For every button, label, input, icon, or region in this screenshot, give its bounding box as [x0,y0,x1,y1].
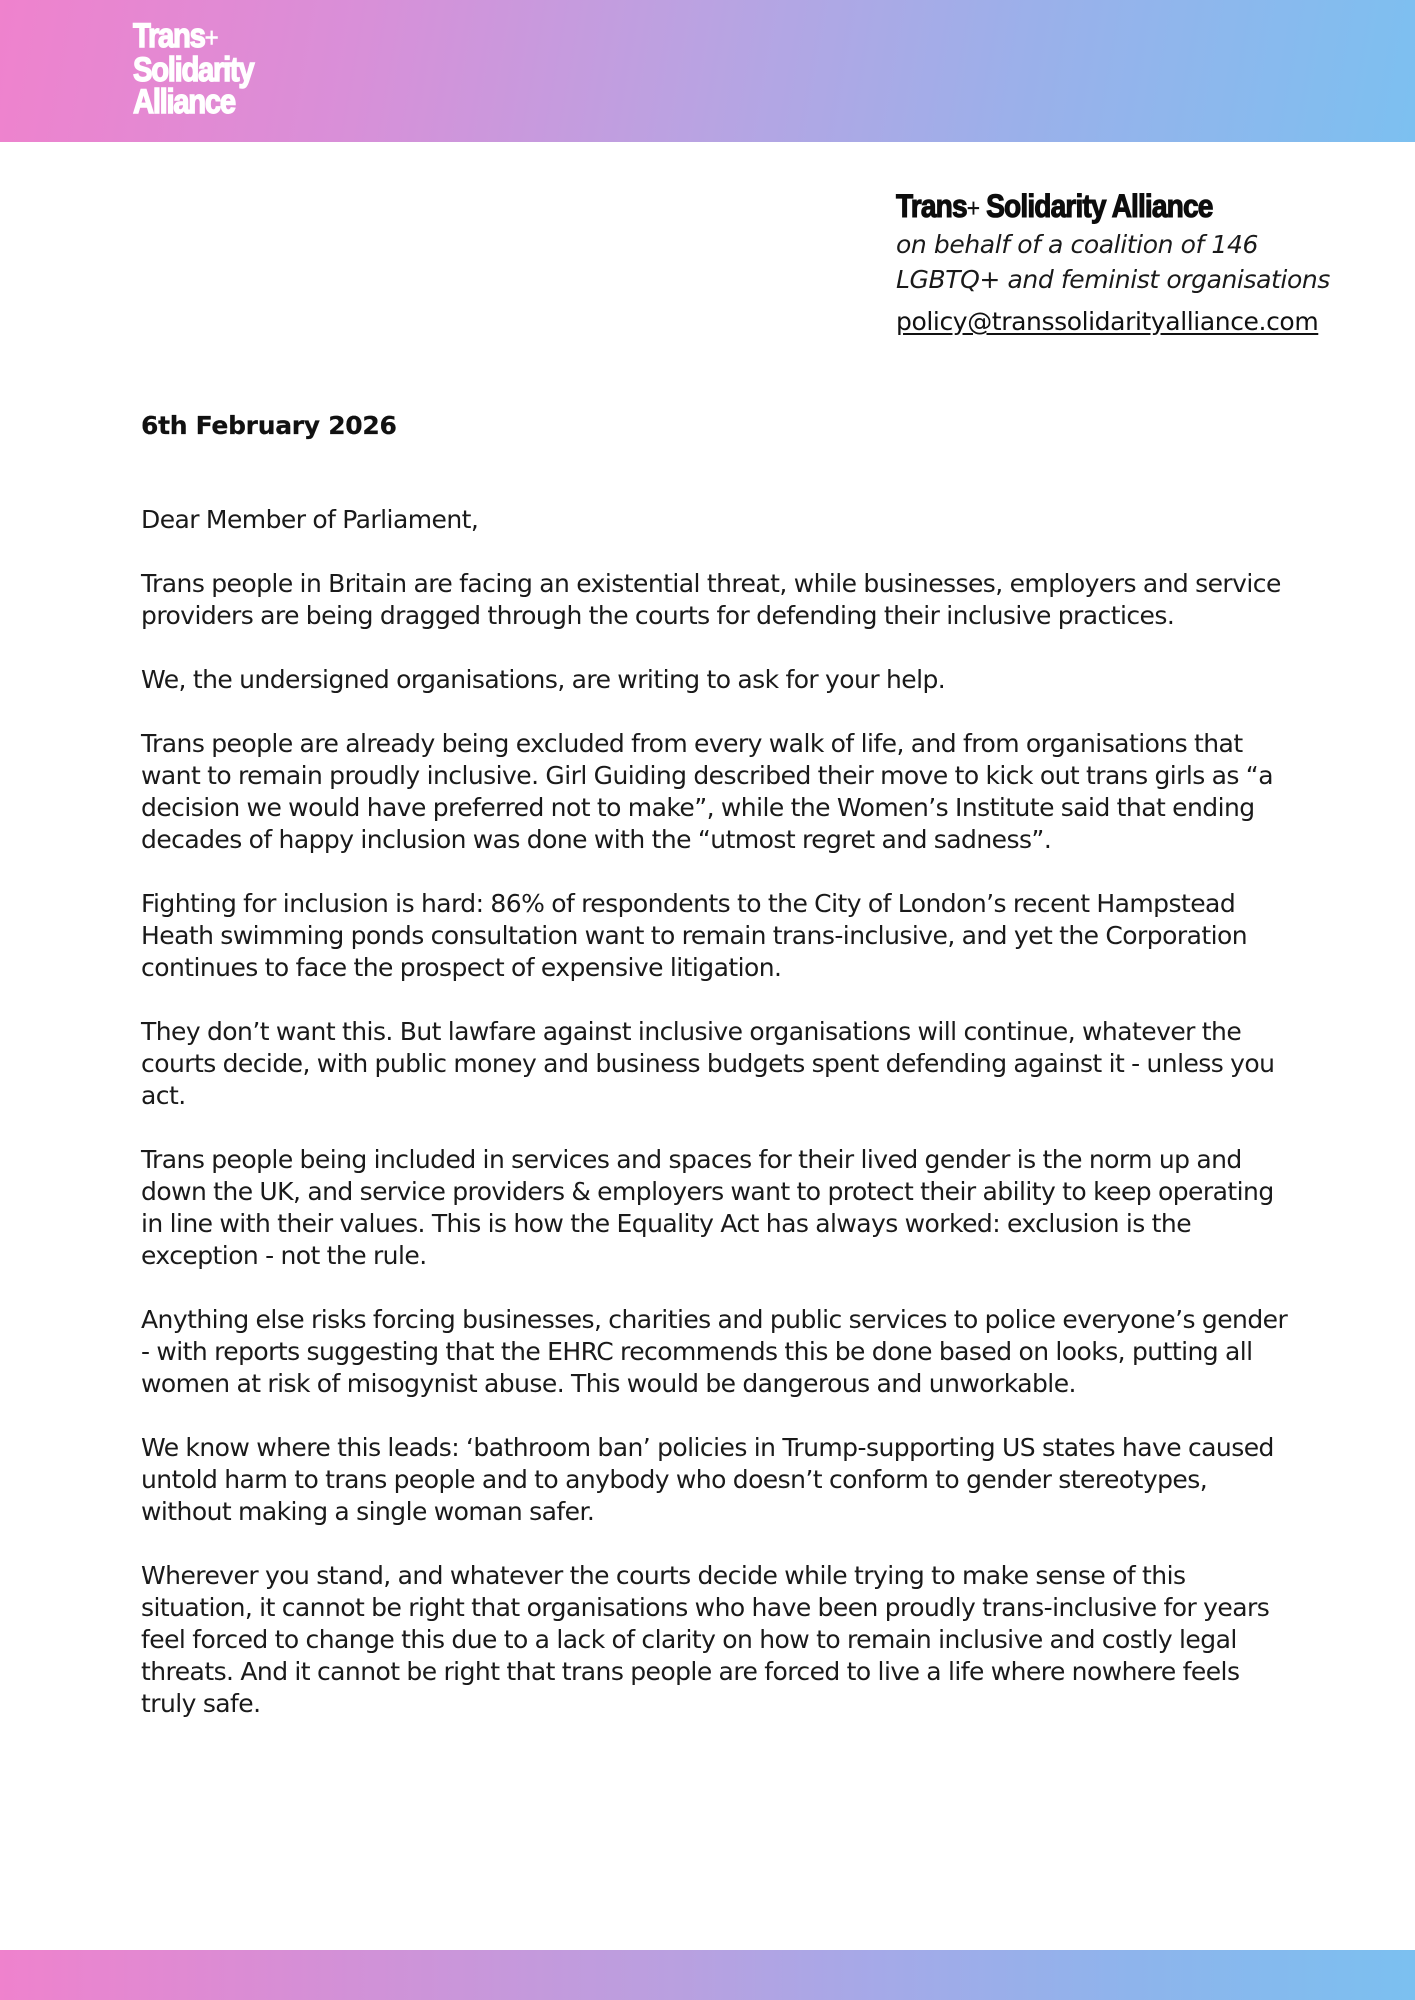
footer-gradient-band [0,1950,1415,2000]
sender-description-line-2: LGBTQ+ and feminist organisations [896,265,1330,294]
paragraph-5: They don’t want this. But lawfare against inclusive organisations will continue, whatever the courts decide, with public money and business budgets spent defending against it - unless you act. [141,1017,1275,1110]
letter-body [141,410,1291,1752]
letter-salutation: Dear Member of Parliament, [141,505,479,534]
paragraph-2: We, the undersigned organisations, are writing to ask for your help. [141,665,946,694]
paragraph-4: Fighting for inclusion is hard: 86% of respondents to the City of London’s recent Hampstead Heath swimming ponds consultation want to remain trans-inclusive, and yet the Corporation continues to face the prospect of expensive litigation. [141,889,1248,982]
paragraph-6: Trans people being included in services and spaces for their lived gender is the norm up and down the UK, and service providers & employers want to protect their ability to keep operating in line with their values. This is how the Equality Act has always worked: exclusion is the exception - not the rule. [141,1145,1274,1270]
paragraph-8: We know where this leads: ‘bathroom ban’ policies in Trump-supporting US states have caused untold harm to trans people and to anybody who doesn’t conform to gender stereotypes, without making a single woman safer. [141,1433,1274,1526]
paragraph-9: Wherever you stand, and whatever the courts decide while trying to make sense of this situation, it cannot be right that organisations who have been proudly trans-inclusive for years feel forced to change this due to a lack of clarity on how to remain inclusive and costly legal threats. And it cannot be right that trans people are forced to live a life where nowhere feels truly safe. [141,1561,1270,1718]
logo-line-3: Alliance [133,83,235,121]
paragraph-7: Anything else risks forcing businesses, charities and public services to police everyone’s gender - with reports suggesting that the EHRC recommends this be done based on looks, putting all women at risk of misogynist abuse. This would be dangerous and unworkable. [141,1305,1288,1398]
logo-plus-glyph: + [204,22,218,53]
sender-description-line-1: on behalf of a coalition of 146 [896,230,1258,259]
letter-date: 6th February 2026 [141,411,397,440]
header-gradient-band [0,0,1415,142]
paragraph-3: Trans people are already being excluded from every walk of life, and from organisations that want to remain proudly inclusive. Girl Guiding described their move to kick out trans girls as “a decision we would have preferred not to make”, while the Women’s Institute said that ending decades of happy inclusion was done with the “utmost regret and sadness”. [141,729,1273,854]
sender-organisation-name: Trans+ Solidarity Alliance [896,188,1213,224]
logo-line-1: Trans+ [133,17,218,55]
sender-block [896,188,1376,338]
organisation-logo [133,17,254,121]
logo-line-2: Solidarity [133,51,254,89]
paragraph-1: Trans people in Britain are facing an existential threat, while businesses, employers and service providers are being dragged through the courts for defending their inclusive practices. [141,569,1281,630]
sender-email-link[interactable]: policy@transsolidarityalliance.com [896,307,1319,336]
